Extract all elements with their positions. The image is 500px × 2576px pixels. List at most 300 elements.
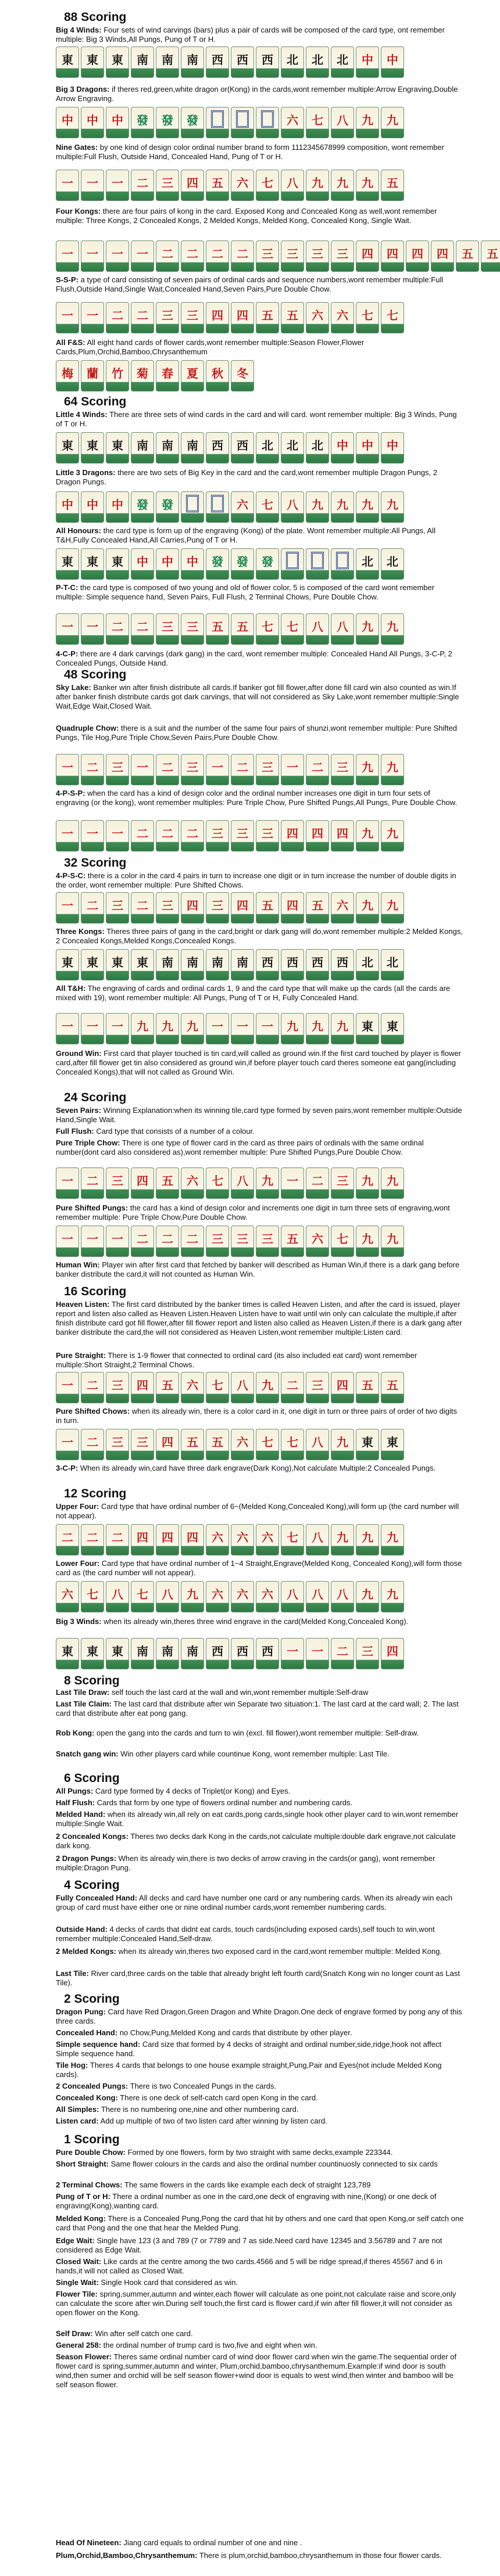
entry-label: Big 4 Winds: (56, 26, 102, 34)
mahjong-tile: 東 (56, 949, 79, 980)
entry-sky-lake (56, 683, 464, 711)
mahjong-tile: 九 (381, 820, 404, 852)
mahjong-tile: 中 (56, 491, 79, 523)
mahjong-tile: 九 (306, 170, 329, 201)
entry-text: Card type that have ordinal number of 6~(Melded Kong,Concealed Kong),will form up (the card number will not appear). (56, 1502, 459, 1520)
mahjong-tile: 發 (256, 548, 279, 580)
entry-label: All F&S: (56, 338, 85, 347)
mahjong-tile: 三 (256, 240, 279, 272)
mahjong-tile: 北 (381, 548, 404, 580)
entry-melded-kong (56, 2214, 464, 2233)
tile-row (56, 302, 404, 333)
mahjong-tile: 菊 (131, 360, 154, 391)
mahjong-tile: 一 (106, 240, 129, 272)
mahjong-tile: 東 (56, 548, 79, 580)
entry-little-4-winds (56, 410, 464, 429)
mahjong-tile: 東 (81, 432, 104, 464)
section-heading: 32 Scoring (64, 856, 127, 870)
entry-text: the card has a kind of design color and increments one digit in turn three sets of engraving,wont remember multiple: Pure Triple Chow,Pure Double Chow. (56, 1203, 450, 1221)
entry-label: Flower Tile: (56, 2290, 98, 2298)
entry-label: Pure Shifted Pungs: (56, 1203, 128, 1212)
mahjong-tile: 二 (306, 754, 329, 785)
entry-label: 2 Concealed Pungs: (56, 2082, 128, 2090)
entry-label: Human Win: (56, 1260, 100, 1269)
mahjong-tile: 六 (206, 1581, 229, 1612)
entry-all-honours (56, 526, 464, 545)
mahjong-tile: 北 (381, 949, 404, 980)
mahjong-tile: 一 (56, 754, 79, 785)
entry-label: Last Tile Draw: (56, 1688, 110, 1697)
entry-text: There is a Concealed Pung,Pong the card that hit by others and one card that open Kong,or self catch one card that Pong and the one that hear the Melded Pung. (56, 2214, 464, 2232)
entry-label: Seven Pairs: (56, 1106, 102, 1115)
entry-text: Single Hook card that considered as win. (101, 2278, 238, 2287)
mahjong-tile: 南 (181, 1638, 204, 1669)
mahjong-tile: 四 (181, 892, 204, 924)
mahjong-tile: 九 (356, 820, 379, 852)
entry-label: All Simples: (56, 2105, 99, 2114)
entry-big-3-dragons (56, 85, 464, 103)
tile-row (56, 240, 500, 272)
mahjong-tile: 一 (81, 1013, 104, 1044)
mahjong-tile: 七 (206, 1167, 229, 1199)
tile-row (56, 432, 404, 464)
entry-text: There a ordinal number as one in the card,one deck of engraving with nine,(Kong) or one deck of engraving(Kong),wanting card. (56, 2192, 437, 2210)
mahjong-tile: 三 (156, 170, 179, 201)
entry-edge-wait (56, 2236, 464, 2255)
mahjong-tile: 東 (106, 548, 129, 580)
mahjong-tile: 九 (381, 613, 404, 645)
entry-all-f-and-s (56, 338, 464, 357)
entry-4-c-p (56, 649, 464, 668)
entry-text: Four sets of wind carvings (bars) plus a pair of cards will be composed of the card type, ont remember multiple: Big 3 Winds,All Pungs, Pung of T or H. (56, 26, 445, 44)
entry-label: 4-C-P: (56, 649, 78, 658)
mahjong-tile: 秋 (206, 360, 229, 391)
mahjong-tile: 北 (331, 46, 354, 78)
entry-label: Fully Concealed Hand: (56, 1894, 138, 1902)
entry-label: Big 3 Dragons: (56, 85, 110, 94)
entry-text: there is a color in the card 4 pairs in turn to increase one digit or in turn increase the number of double digits in the order, wont remember multiple: Pure Shifted Chows. (56, 871, 456, 889)
tile-row (56, 1372, 404, 1403)
entry-nine-gates (56, 143, 464, 161)
mahjong-tile: 四 (331, 1372, 354, 1403)
entry-text: spring,summer,autumn and winter,each flower will calculate as one point,not calculate raise and score,only can calculate the score after win.During self touch,the first card is flower card,if win after fill flower,it will not consider as open flower on the Kong. (56, 2290, 456, 2317)
mahjong-tile: 三 (281, 240, 304, 272)
mahjong-tile: 一 (56, 1226, 79, 1257)
mahjong-tile: 梅 (56, 360, 79, 391)
entry-text: no Chow,Pung,Melded Kong and cards that distribute by other player. (119, 2028, 352, 2037)
mahjong-tile: 九 (381, 1226, 404, 1257)
mahjong-tile: 五 (256, 892, 279, 924)
mahjong-tile: 四 (206, 302, 229, 333)
mahjong-tile: 九 (356, 170, 379, 201)
mahjong-tile: 發 (131, 491, 154, 523)
entry-text: Jiang card equals to ordinal number of one and nine . (123, 2538, 302, 2547)
entry-text: when its already win, there is a color card in it, one digit in turn or three pairs of order of two digits in turn. (56, 1407, 458, 1425)
mahjong-tile: 中 (181, 548, 204, 580)
entry-text: Card size that formed by 4 decks of straight and ordinal number,side,ridge,hook not affect Simple sequence hand. (56, 2040, 442, 2058)
entry-dragon-pung (56, 2007, 464, 2026)
mahjong-tile: 九 (306, 491, 329, 523)
mahjong-tile: 竹 (106, 360, 129, 391)
entry-label: Self Draw: (56, 2329, 93, 2338)
mahjong-tile: 三 (181, 613, 204, 645)
mahjong-tile: 東 (56, 46, 79, 78)
mahjong-tile: 六 (231, 1581, 254, 1612)
mahjong-tile: 二 (56, 1524, 79, 1555)
mahjong-tile: 六 (181, 1167, 204, 1199)
mahjong-tile: 三 (256, 1226, 279, 1257)
mahjong-tile: 六 (231, 1524, 254, 1555)
mahjong-tile: 五 (306, 892, 329, 924)
tile-row (56, 491, 404, 523)
mahjong-tile: 二 (106, 613, 129, 645)
mahjong-tile: 西 (206, 1638, 229, 1669)
entry-text: Same flower colours in the cards and also the ordinal number countinuosly connected to six cards (110, 2160, 438, 2168)
mahjong-tile: 一 (56, 1372, 79, 1403)
tile-row (56, 892, 404, 924)
entry-label: Three Kongs: (56, 927, 105, 936)
mahjong-tile: 一 (106, 820, 129, 852)
mahjong-tile: 南 (156, 1638, 179, 1669)
entry-text: There is 1-9 flower that connected to ordinal card (its also included eat card) wont remember multiple:Short Straight,2 Terminal Chows. (56, 1351, 417, 1369)
mahjong-tile: 五 (206, 170, 229, 201)
entry-general-258 (56, 2341, 464, 2350)
entry-text: 4 decks of cards that didnt eat cards, touch cards(including exposed cards),self touch to win,wont remember multiple:Concealed Hand,Self-draw. (56, 1925, 435, 1943)
mahjong-tile: 四 (131, 1167, 154, 1199)
mahjong-tile: 冬 (231, 360, 254, 391)
entry-label: Nine Gates: (56, 143, 98, 152)
mahjong-tile: 三 (156, 892, 179, 924)
mahjong-tile: 二 (231, 240, 254, 272)
entry-closed-wait (56, 2257, 464, 2276)
mahjong-tile: 發 (181, 107, 204, 138)
entry-last-tile-claim (56, 1700, 464, 1718)
entry-label: 2 Terminal Chows: (56, 2180, 123, 2189)
entry-text: Theres three pairs of gang in the card,bright or dark gang will do,wont remember multiple:2 Melded Kongs, 2 Concealed Kongs,Melded Kongs,Concealed Kongs. (56, 927, 463, 945)
entry-label: Listen card: (56, 2117, 99, 2125)
entry-label: Heaven Listen: (56, 1300, 110, 1309)
mahjong-tile: 一 (131, 240, 154, 272)
entry-label: Full Flush: (56, 1127, 94, 1136)
entry-text: When its already win,there is two decks of arrow craving in the cards(or gang), wont remember multiple:Dragon Pung. (56, 1854, 435, 1872)
mahjong-tile: 西 (206, 46, 229, 78)
mahjong-tile: 一 (56, 170, 79, 201)
mahjong-tile: 九 (381, 491, 404, 523)
entry-upper-four (56, 1502, 464, 1521)
mahjong-tile: 東 (381, 1429, 404, 1460)
mahjong-tile: 西 (206, 432, 229, 464)
mahjong-tile: 三 (106, 1167, 129, 1199)
mahjong-tile: 五 (156, 1167, 179, 1199)
entry-text: when its already win,theres two exposed card in the card,wont remember multiple: Melded Kong. (118, 1947, 442, 1956)
section-heading: 64 Scoring (64, 395, 127, 408)
mahjong-tile: 一 (56, 1167, 79, 1199)
mahjong-tile: 九 (131, 1013, 154, 1044)
entry-text: self touch the last card at the wall and win,wont remember multiple:Self-draw (111, 1688, 369, 1697)
mahjong-tile: 西 (231, 432, 254, 464)
tile-row (56, 1524, 404, 1555)
mahjong-tile: 二 (206, 240, 229, 272)
entry-little-3-dragons (56, 468, 464, 487)
entry-four-kongs (56, 207, 464, 225)
entry-quadruple-chow (56, 724, 464, 742)
mahjong-tile: 中 (356, 46, 379, 78)
mahjong-tile: 北 (281, 46, 304, 78)
mahjong-tile: 九 (356, 491, 379, 523)
mahjong-tile: 三 (106, 1429, 129, 1460)
entry-single-wait (56, 2278, 464, 2287)
entry-rob-kong (56, 1729, 464, 1738)
mahjong-tile: 六 (306, 1226, 329, 1257)
mahjong-tile: 八 (331, 1581, 354, 1612)
mahjong-tile: 六 (56, 1581, 79, 1612)
entry-label: 2 Dragon Pungs: (56, 1854, 117, 1863)
mahjong-tile: 二 (131, 1226, 154, 1257)
mahjong-tile: 五 (456, 240, 479, 272)
mahjong-tile: 六 (231, 170, 254, 201)
mahjong-tile: 東 (356, 1013, 379, 1044)
mahjong-tile: 四 (231, 892, 254, 924)
mahjong-tile: 七 (306, 107, 329, 138)
mahjong-tile: 西 (331, 949, 354, 980)
mahjong-tile: 一 (81, 302, 104, 333)
mahjong-tile: 二 (81, 1372, 104, 1403)
mahjong-tile: 八 (156, 1581, 179, 1612)
mahjong-tile: 九 (381, 1167, 404, 1199)
mahjong-tile: 一 (81, 170, 104, 201)
mahjong-tile: 中 (81, 491, 104, 523)
entry-text: Single have 123 (3 and 789 (7 or 7789 and 7 as side.Need card have 12345 and 3.56789 and 7 are not considered as Edge Wait. (56, 2236, 442, 2254)
mahjong-tile: 九 (331, 170, 354, 201)
mahjong-tile: 一 (206, 1013, 229, 1044)
entry-label: General 258: (56, 2341, 102, 2349)
mahjong-tile: 一 (281, 754, 304, 785)
mahjong-tile: 一 (231, 1013, 254, 1044)
entry-label: Pure Shifted Chows: (56, 1407, 130, 1415)
mahjong-tile: 一 (106, 170, 129, 201)
entry-label: Simple sequence hand: (56, 2040, 141, 2049)
mahjong-tile: 三 (206, 820, 229, 852)
entry-label: Last Tile: (56, 1969, 89, 1978)
entry-label: Pure Triple Chow: (56, 1138, 120, 1147)
mahjong-tile: 三 (156, 302, 179, 333)
entry-snatch-gang-win (56, 1749, 464, 1759)
mahjong-tile: 一 (281, 1167, 304, 1199)
mahjong-tile: 四 (131, 1372, 154, 1403)
mahjong-tile: 二 (156, 240, 179, 272)
entry-text: Winning Explanation:when its winning tile,card type formed by seven pairs,wont remember multiple:Outside Hand,Single Wait. (56, 1106, 462, 1124)
entry-label: Little 3 Dragons: (56, 468, 116, 477)
mahjong-tile: 九 (181, 1013, 204, 1044)
entry-label: Head Of Nineteen: (56, 2538, 122, 2547)
mahjong-tile: 西 (256, 46, 279, 78)
mahjong-tile: 七 (81, 1581, 104, 1612)
mahjong-tile: 二 (81, 1429, 104, 1460)
mahjong-tile: 九 (381, 1581, 404, 1612)
entry-concealed-kong (56, 2093, 464, 2103)
mahjong-tile: 一 (281, 1638, 304, 1669)
white-dragon-tile (256, 107, 279, 138)
mahjong-tile: 二 (131, 170, 154, 201)
mahjong-tile: 九 (331, 491, 354, 523)
entry-text: there is a suit and the number of the same four pairs of shunzi,wont remember multiple: Pure Shifted Pungs, Tile Hog,Pure Triple Chow,Seven Pairs,Pure Double Chow. (56, 724, 458, 742)
entry-label: All Pungs: (56, 1787, 94, 1795)
mahjong-tile: 五 (356, 1372, 379, 1403)
mahjong-tile: 一 (56, 1013, 79, 1044)
mahjong-tile: 二 (231, 754, 254, 785)
entry-text: There is one deck of self-catch card open Kong in the card. (120, 2093, 318, 2102)
entry-all-simples (56, 2105, 464, 2114)
mahjong-tile: 春 (156, 360, 179, 391)
mahjong-tile: 五 (381, 1372, 404, 1403)
mahjong-tile: 東 (106, 1638, 129, 1669)
mahjong-tile: 三 (306, 1372, 329, 1403)
entry-label: Concealed Hand: (56, 2028, 118, 2037)
entry-label: All T&H: (56, 984, 86, 993)
entry-three-kongs (56, 927, 464, 946)
mahjong-tile: 九 (356, 1167, 379, 1199)
mahjong-tile: 二 (331, 1638, 354, 1669)
mahjong-tile: 七 (281, 1429, 304, 1460)
tile-row (56, 820, 404, 852)
mahjong-tile: 三 (231, 820, 254, 852)
entry-text: There are three sets of wind cards in the card and will card. wont remember multiple: Big 3 Winds, Pung of T or H. (56, 410, 457, 428)
section-heading: 88 Scoring (64, 10, 127, 24)
mahjong-tile: 一 (106, 1226, 129, 1257)
entry-label: Melded Hand: (56, 1810, 106, 1819)
section-heading: 24 Scoring (64, 1091, 127, 1104)
mahjong-tile: 四 (381, 1638, 404, 1669)
entry-text: the card type is composed of two young and old of flower color, 5 is composed of the card wont remember multiple: Simple sequence hand, Seven Pairs, Full Flush, 2 Terminal Chows, Pure Double Chow. (56, 583, 435, 601)
tile-row (56, 107, 404, 138)
mahjong-tile: 東 (56, 1638, 79, 1669)
entry-label: 2 Melded Kongs: (56, 1947, 117, 1956)
entry-label: Quadruple Chow: (56, 724, 119, 732)
entry-season-flower (56, 2352, 464, 2390)
entry-text: Card type that consists of a number of a colour. (96, 1127, 255, 1136)
mahjong-tile: 中 (381, 432, 404, 464)
mahjong-tile: 西 (306, 949, 329, 980)
entry-text: River card,three cards on the table that already bright left fourth card(Snatch Kong win no longer count as Last Tile). (56, 1969, 460, 1987)
white-dragon-tile (231, 107, 254, 138)
entry-text: When its already win,card have three dark engrave(Dark Kong),Not calculate Multiple:2 Concealed Pungs. (80, 1464, 436, 1472)
tile-row (56, 1638, 404, 1669)
mahjong-tile: 蘭 (81, 360, 104, 391)
tile-row (56, 754, 404, 785)
mahjong-tile: 二 (131, 302, 154, 333)
mahjong-tile: 二 (81, 1524, 104, 1555)
mahjong-tile: 二 (81, 1167, 104, 1199)
mahjong-tile: 四 (156, 1429, 179, 1460)
entry-2-terminal-chows (56, 2180, 464, 2190)
mahjong-tile: 七 (281, 613, 304, 645)
entry-text: All eight hand cards of flower cards,wont remember multiple:Season Flower,Flower Cards,Plum,Orchid,Bamboo,Chrysanthemum (56, 338, 365, 356)
mahjong-tile: 二 (181, 240, 204, 272)
mahjong-tile: 七 (281, 1524, 304, 1555)
mahjong-tile: 七 (381, 302, 404, 333)
mahjong-tile: 三 (256, 820, 279, 852)
mahjong-tile: 四 (181, 170, 204, 201)
entry-text: the ordinal number of trump card is two,five and eight when win. (103, 2341, 317, 2349)
mahjong-tile: 發 (131, 107, 154, 138)
mahjong-tile: 三 (206, 1226, 229, 1257)
mahjong-tile: 八 (231, 1372, 254, 1403)
mahjong-tile: 二 (281, 1372, 304, 1403)
entry-tile-hog (56, 2061, 464, 2079)
mahjong-tile: 一 (106, 1013, 129, 1044)
tile-row (56, 1226, 404, 1257)
mahjong-tile: 東 (56, 432, 79, 464)
mahjong-tile: 六 (256, 1524, 279, 1555)
mahjong-tile: 四 (281, 820, 304, 852)
mahjong-tile: 二 (131, 613, 154, 645)
mahjong-tile: 三 (331, 240, 354, 272)
mahjong-tile: 東 (81, 949, 104, 980)
entry-text: there are four pairs of kong in the card. Exposed Kong and Concealed Kong as well,wont remember multiple: Three Kongs, 2 Concealed Kongs, 2 Melded Kongs, Melded Kong, Concealed Kong, Single Wait. (56, 207, 437, 225)
mahjong-tile: 東 (381, 1013, 404, 1044)
mahjong-tile: 南 (131, 1638, 154, 1669)
mahjong-tile: 西 (281, 949, 304, 980)
entry-short-straight (56, 2160, 464, 2169)
mahjong-tile: 九 (381, 1524, 404, 1555)
tile-row (56, 613, 404, 645)
white-dragon-tile (281, 548, 304, 580)
mahjong-tile: 發 (231, 548, 254, 580)
mahjong-tile: 三 (331, 754, 354, 785)
entry-label: Season Flower: (56, 2352, 112, 2361)
entry-label: Closed Wait: (56, 2257, 102, 2266)
entry-p-t-c (56, 583, 464, 602)
mahjong-tile: 二 (181, 1226, 204, 1257)
section-heading: 2 Scoring (64, 1992, 120, 2006)
entry-label: Melded Kong: (56, 2214, 106, 2223)
entry-label: Half Flush: (56, 1798, 95, 1807)
mahjong-tile: 九 (181, 1581, 204, 1612)
entry-text: open the gang into the cards and turn to win (excl. fill flower),wont remember multiple: Self-draw. (97, 1729, 419, 1737)
entry-text: The last card that distribute after win Separate two situation:1. The last card at the card wall; 2. The last card that distribute after eat pong gang. (56, 1700, 459, 1718)
mahjong-tile: 南 (181, 46, 204, 78)
mahjong-tile: 二 (81, 754, 104, 785)
mahjong-tile: 九 (156, 1013, 179, 1044)
mahjong-tile: 七 (256, 613, 279, 645)
entry-text: There is plum,orchid,bamboo,chrysanthemum in those four flower cards. (199, 2551, 442, 2560)
mahjong-tile: 九 (331, 1524, 354, 1555)
mahjong-tile: 九 (381, 754, 404, 785)
mahjong-tile: 二 (81, 892, 104, 924)
entry-heaven-listen (56, 1300, 464, 1337)
mahjong-tile: 九 (281, 1013, 304, 1044)
mahjong-tile: 南 (156, 949, 179, 980)
entry-concealed-hand (56, 2028, 464, 2038)
mahjong-tile: 東 (81, 548, 104, 580)
mahjong-tile: 三 (181, 302, 204, 333)
mahjong-tile: 二 (131, 820, 154, 852)
white-dragon-tile (181, 491, 204, 523)
mahjong-tile: 二 (156, 754, 179, 785)
mahjong-tile: 三 (331, 1167, 354, 1199)
mahjong-tile: 四 (331, 820, 354, 852)
mahjong-tile: 九 (306, 1013, 329, 1044)
mahjong-tile: 西 (231, 46, 254, 78)
mahjong-tile: 南 (156, 432, 179, 464)
mahjong-tile: 五 (156, 1372, 179, 1403)
mahjong-tile: 北 (356, 548, 379, 580)
mahjong-tile: 九 (256, 1167, 279, 1199)
mahjong-tile: 西 (256, 949, 279, 980)
entry-label: Short Straight: (56, 2160, 109, 2168)
mahjong-tile: 四 (431, 240, 454, 272)
entry-label: Snatch gang win: (56, 1749, 119, 1758)
